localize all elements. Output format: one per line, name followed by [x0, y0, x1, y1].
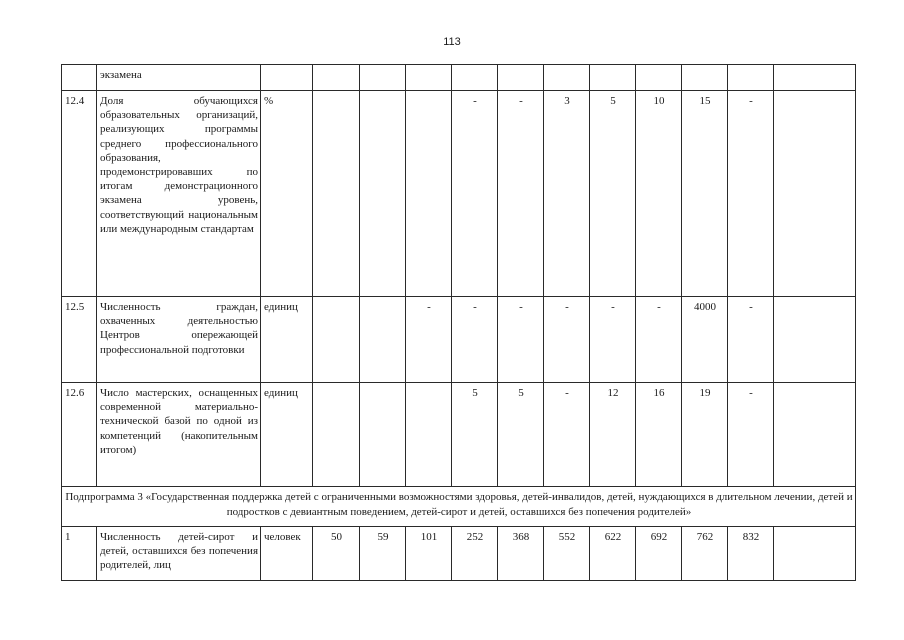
indicator-code: 12.6	[62, 383, 97, 487]
indicator-code: 1	[62, 527, 97, 581]
indicator-code: 12.4	[62, 91, 97, 297]
indicator-value	[544, 65, 590, 91]
indicator-value: -	[452, 91, 498, 297]
indicator-value: 59	[360, 527, 406, 581]
indicator-value: 5	[590, 91, 636, 297]
indicator-value: 4000	[682, 297, 728, 383]
indicator-name: Число мастерских, оснащенных современной материально-технической базой по одной из компетенций (накопительным итогом)	[97, 383, 261, 487]
table-row	[62, 91, 856, 297]
indicator-unit: %	[261, 91, 313, 297]
indicator-value: 368	[498, 527, 544, 581]
indicator-value	[360, 91, 406, 297]
indicator-name: Численность детей-сирот и детей, оставшихся без попечения родителей, лиц	[97, 527, 261, 581]
indicator-value: 16	[636, 383, 682, 487]
indicator-value	[774, 91, 856, 297]
indicator-value: -	[636, 297, 682, 383]
indicator-value: 10	[636, 91, 682, 297]
indicator-value	[360, 65, 406, 91]
table-row	[62, 65, 856, 91]
indicator-value: 552	[544, 527, 590, 581]
indicator-value: -	[590, 297, 636, 383]
subprogram-title: Подпрограмма 3 «Государственная поддержка детей с ограниченными возможностями здоровья, детей-инвалидов, детей, нуждающихся в длительном лечении, детей и подростков с девиантным поведением, детей-сирот и детей, оставшихся без попечения родителей»	[62, 487, 856, 527]
indicator-value: 252	[452, 527, 498, 581]
indicator-unit: единиц	[261, 297, 313, 383]
indicator-value: 15	[682, 91, 728, 297]
indicator-value: 12	[590, 383, 636, 487]
indicator-value: -	[544, 297, 590, 383]
indicator-value	[636, 65, 682, 91]
indicator-unit: единиц	[261, 383, 313, 487]
indicator-value: -	[406, 297, 452, 383]
table-row	[62, 383, 856, 487]
indicator-value: -	[452, 297, 498, 383]
indicator-value	[774, 383, 856, 487]
indicator-code: 12.5	[62, 297, 97, 383]
indicator-value: -	[728, 383, 774, 487]
indicator-name: экзамена	[97, 65, 261, 91]
indicator-value	[406, 65, 452, 91]
indicator-name: Доля обучающихся образовательных организаций, реализующих программы среднего профессионального образования, продемонстрировавших по итогам демонстрационного экзамена уровень, соответствующий национальным или международным стандартам	[97, 91, 261, 297]
indicator-value	[406, 91, 452, 297]
indicator-value: -	[498, 297, 544, 383]
indicator-value	[728, 65, 774, 91]
indicator-value: 622	[590, 527, 636, 581]
indicator-value: -	[498, 91, 544, 297]
indicator-value	[313, 297, 360, 383]
indicator-code	[62, 65, 97, 91]
indicator-value: -	[728, 91, 774, 297]
indicator-value	[313, 383, 360, 487]
indicator-unit	[261, 65, 313, 91]
indicator-value: 101	[406, 527, 452, 581]
indicator-value	[774, 65, 856, 91]
indicator-value: 50	[313, 527, 360, 581]
indicator-value: 19	[682, 383, 728, 487]
indicators-table	[61, 64, 856, 581]
indicator-value	[452, 65, 498, 91]
indicator-value: 832	[728, 527, 774, 581]
indicator-value	[590, 65, 636, 91]
indicator-value	[498, 65, 544, 91]
indicator-value	[360, 297, 406, 383]
indicator-value: 3	[544, 91, 590, 297]
indicator-value: 5	[452, 383, 498, 487]
page-number: 113	[443, 36, 461, 48]
indicator-name: Численность граждан, охваченных деятельностью Центров опережающей профессиональной подготовки	[97, 297, 261, 383]
indicator-unit: человек	[261, 527, 313, 581]
indicator-value	[406, 383, 452, 487]
table-row	[62, 527, 856, 581]
indicator-value: 692	[636, 527, 682, 581]
indicator-value: -	[728, 297, 774, 383]
indicator-value	[313, 91, 360, 297]
indicator-value	[682, 65, 728, 91]
indicator-value	[360, 383, 406, 487]
subprogram-row	[62, 487, 856, 527]
indicator-value	[774, 527, 856, 581]
indicator-value: 5	[498, 383, 544, 487]
indicator-value	[313, 65, 360, 91]
table-row	[62, 297, 856, 383]
indicator-value: -	[544, 383, 590, 487]
indicator-value: 762	[682, 527, 728, 581]
indicator-value	[774, 297, 856, 383]
table-body	[62, 65, 856, 581]
